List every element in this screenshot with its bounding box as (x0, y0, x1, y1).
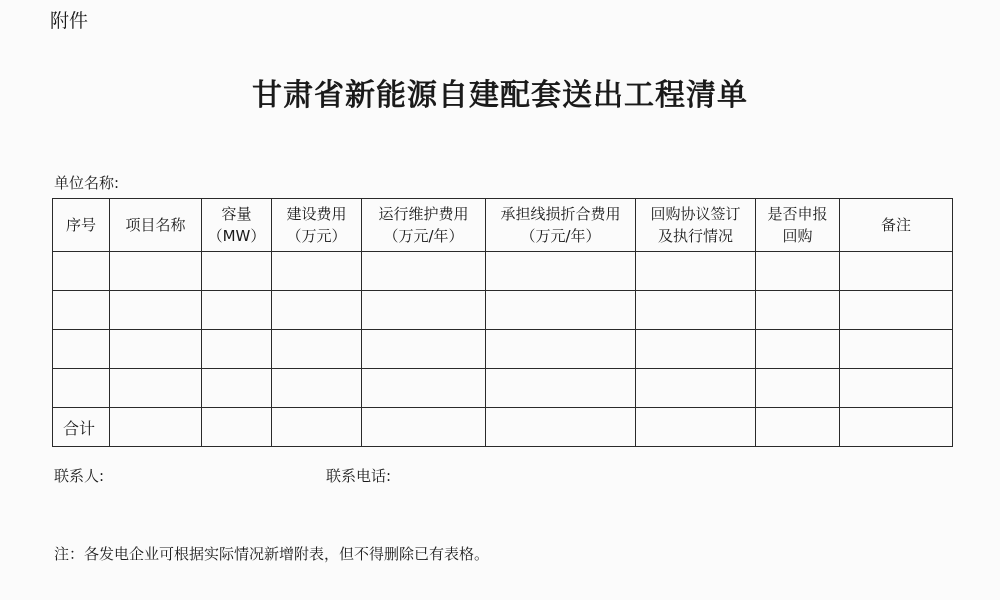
table-cell[interactable] (53, 369, 110, 408)
table-cell[interactable] (636, 252, 756, 291)
header-serial-number: 序号 (53, 199, 110, 252)
footnote: 注：各发电企业可根据实际情况新增附表，但不得删除已有表格。 (54, 545, 490, 563)
header-apply-buyback: 是否申报 回购 (756, 199, 840, 252)
table-cell[interactable] (362, 369, 486, 408)
table-cell[interactable] (110, 369, 202, 408)
table-row (53, 252, 953, 291)
table-cell[interactable] (756, 330, 840, 369)
header-buyback-agreement: 回购协议签订 及执行情况 (636, 199, 756, 252)
table-cell[interactable] (202, 408, 272, 447)
header-maintenance-cost: 运行维护费用 （万元/年） (362, 199, 486, 252)
table-cell[interactable] (486, 252, 636, 291)
table-cell[interactable] (840, 330, 953, 369)
table-cell[interactable] (272, 369, 362, 408)
table-cell[interactable] (110, 291, 202, 330)
table-cell[interactable] (486, 408, 636, 447)
table-cell[interactable] (636, 408, 756, 447)
table-cell[interactable] (362, 408, 486, 447)
table-cell[interactable] (362, 291, 486, 330)
table-cell[interactable] (110, 408, 202, 447)
table-cell[interactable] (636, 291, 756, 330)
document-title: 甘肃省新能源自建配套送出工程清单 (252, 78, 748, 113)
table-cell[interactable] (840, 408, 953, 447)
total-label: 合计 (53, 408, 110, 447)
table-cell[interactable] (362, 330, 486, 369)
table-cell[interactable] (202, 330, 272, 369)
table-cell[interactable] (202, 252, 272, 291)
table-cell[interactable] (840, 252, 953, 291)
table-cell[interactable] (272, 408, 362, 447)
table-cell[interactable] (636, 369, 756, 408)
project-list-table (52, 198, 953, 447)
table-header-row (53, 199, 953, 252)
table-cell[interactable] (486, 330, 636, 369)
table-cell[interactable] (840, 369, 953, 408)
header-construction-cost: 建设费用 （万元） (272, 199, 362, 252)
table-cell[interactable] (202, 291, 272, 330)
header-line-loss-cost: 承担线损折合费用 （万元/年） (486, 199, 636, 252)
table-row (53, 369, 953, 408)
table-cell[interactable] (53, 330, 110, 369)
attachment-label: 附件 (50, 10, 89, 32)
table-row (53, 291, 953, 330)
contact-person-label: 联系人: (54, 467, 105, 485)
table-cell[interactable] (53, 252, 110, 291)
table-cell[interactable] (840, 291, 953, 330)
table-cell[interactable] (756, 369, 840, 408)
table-total-row (53, 408, 953, 447)
table-cell[interactable] (756, 408, 840, 447)
table-cell[interactable] (362, 252, 486, 291)
table-cell[interactable] (756, 252, 840, 291)
table-cell[interactable] (486, 369, 636, 408)
table-cell[interactable] (110, 330, 202, 369)
table-cell[interactable] (53, 291, 110, 330)
header-remarks: 备注 (840, 199, 953, 252)
table-cell[interactable] (486, 291, 636, 330)
table-cell[interactable] (272, 291, 362, 330)
header-capacity: 容量 （MW） (202, 199, 272, 252)
table-cell[interactable] (756, 291, 840, 330)
table-row (53, 330, 953, 369)
table-cell[interactable] (110, 252, 202, 291)
table-cell[interactable] (272, 252, 362, 291)
contact-phone-label: 联系电话: (326, 467, 392, 485)
table-cell[interactable] (636, 330, 756, 369)
header-project-name: 项目名称 (110, 199, 202, 252)
table-cell[interactable] (202, 369, 272, 408)
unit-name-label: 单位名称: (54, 174, 120, 192)
table-cell[interactable] (272, 330, 362, 369)
